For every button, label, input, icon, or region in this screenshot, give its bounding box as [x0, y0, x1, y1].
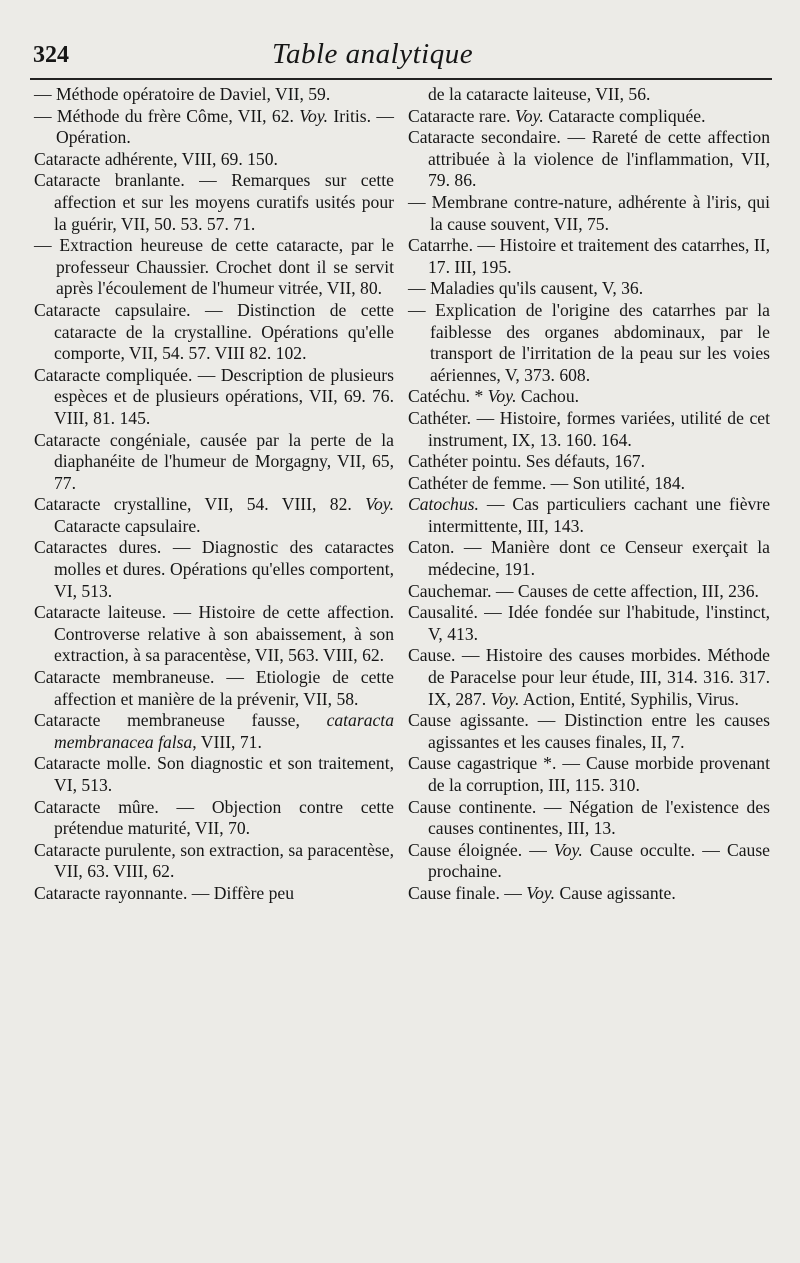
- index-entry: Cause agissante. — Distinction entre les causes agissantes et les causes finales, II, 7.: [408, 710, 770, 752]
- index-entry: Cathéter de femme. — Son utilité, 184.: [408, 472, 686, 493]
- index-entry: Cataracte molle. Son diagnostic et son traitement, VI, 513.: [34, 753, 394, 795]
- index-entry: Catochus. — Cas particuliers cachant une fièvre intermittente, III, 143.: [408, 494, 770, 536]
- index-entry: Cathéter pointu. Ses défauts, 167.: [408, 451, 645, 472]
- index-entry: — Méthode du frère Côme, VII, 62. Voy. Iritis. — Opération.: [34, 105, 394, 148]
- index-entry: Cataracte purulente, son extraction, sa paracentèse, VII, 63. VIII, 62.: [34, 839, 394, 882]
- index-entry: Cathéter. — Histoire, formes variées, utilité de cet instrument, IX, 13. 160. 164.: [408, 407, 770, 450]
- index-entry: Cause éloignée. — Voy. Cause occulte. — Cause prochaine.: [408, 839, 770, 882]
- index-entry: Cataracte membraneuse. — Etiologie de cette affection et manière de la prévenir, VII, 58.: [34, 667, 394, 709]
- index-entry: Cataracte membraneuse fausse, cataracta membranacea falsa, VIII, 71.: [34, 710, 394, 752]
- index-entry: Cataracte rare. Voy. Cataracte compliquée.: [408, 105, 706, 126]
- page-header: [0, 38, 800, 78]
- index-entry: Cataracte secondaire. — Rareté de cette affection attribuée à la violence de l'inflammation, VII, 79. 86.: [408, 127, 770, 191]
- index-entry: Catéchu. * Voy. Cachou.: [408, 386, 580, 407]
- index-entry: — Membrane contre-nature, adhérente à l'iris, qui la cause souvent, VII, 75.: [408, 191, 770, 234]
- index-entry: — Méthode opératoire de Daviel, VII, 59.: [34, 84, 331, 104]
- index-entry: — Maladies qu'ils causent, V, 36.: [408, 278, 644, 299]
- index-entry: — Explication de l'origine des catarrhes par la faiblesse des organes abdominaux, par le transport de l'irritation de la peau sur les voies aériennes, V, 373. 608.: [408, 299, 770, 385]
- index-entry: Catarrhe. — Histoire et traitement des catarrhes, II, 17. III, 195.: [408, 235, 770, 277]
- index-entry: Causalité. — Idée fondée sur l'habitude, l'instinct, V, 413.: [408, 602, 770, 644]
- index-entry: Cause cagastrique *. — Cause morbide provenant de la corruption, III, 115. 310.: [408, 753, 770, 795]
- index-entry: Cauchemar. — Causes de cette affection, III, 236.: [408, 580, 759, 601]
- left-column: [34, 84, 394, 905]
- index-entry: Cataracte mûre. — Objection contre cette prétendue maturité, VII, 70.: [34, 796, 394, 839]
- index-entry: — Extraction heureuse de cette cataracte, par le professeur Chaussier. Crochet dont il se servit après l'écoulement de l'humeur vitrée, VII, 80.: [34, 235, 394, 299]
- page-number: 324: [33, 42, 69, 68]
- index-entry: Cause continente. — Négation de l'existence des causes continentes, III, 13.: [408, 796, 770, 839]
- index-entry: Caton. — Manière dont ce Censeur exerçait la médecine, 191.: [408, 537, 770, 580]
- index-entry-continuation: de la cataracte laiteuse, VII, 56.: [428, 84, 651, 104]
- index-entry: Cataracte crystalline, VII, 54. VIII, 82. Voy. Cataracte capsulaire.: [34, 494, 394, 536]
- index-entry: Cataracte compliquée. — Description de plusieurs espèces et de plusieurs opérations, VII, 69. 76. VIII, 81. 145.: [34, 364, 394, 428]
- index-entry: Cataracte laiteuse. — Histoire de cette affection. Controverse relative à son abaissement, à son extraction, à sa paracentèse, VII, 563. VIII, 62.: [34, 602, 394, 666]
- header-rule: [30, 78, 772, 80]
- index-entry: Cataracte adhérente, VIII, 69. 150.: [34, 148, 278, 169]
- index-entry: Cataracte rayonnante. — Diffère peu: [34, 882, 295, 903]
- index-entry: Cataractes dures. — Diagnostic des cataractes molles et dures. Opérations qu'elles comportent, VI, 513.: [34, 537, 394, 601]
- index-entry: Cataracte branlante. — Remarques sur cette affection et sur les moyens curatifs usités pour la guérir, VII, 50. 53. 57. 71.: [34, 170, 394, 234]
- index-entry: Cause. — Histoire des causes morbides. Méthode de Paracelse pour leur étude, III, 314. 316. 317. IX, 287. Voy. Action, Entité, Syphilis, Virus.: [408, 645, 770, 709]
- index-entry: Cause finale. — Voy. Cause agissante.: [408, 882, 676, 903]
- index-entry: Cataracte capsulaire. — Distinction de cette cataracte de la crystalline. Opérations qu'elle comporte, VII, 54. 57. VIII 82. 102.: [34, 299, 394, 364]
- running-title: Table analytique: [272, 38, 474, 70]
- index-entry: Cataracte congéniale, causée par la perte de la diaphanéite de l'humeur de Morgagny, VII, 65, 77.: [34, 429, 394, 493]
- right-column: [408, 84, 770, 905]
